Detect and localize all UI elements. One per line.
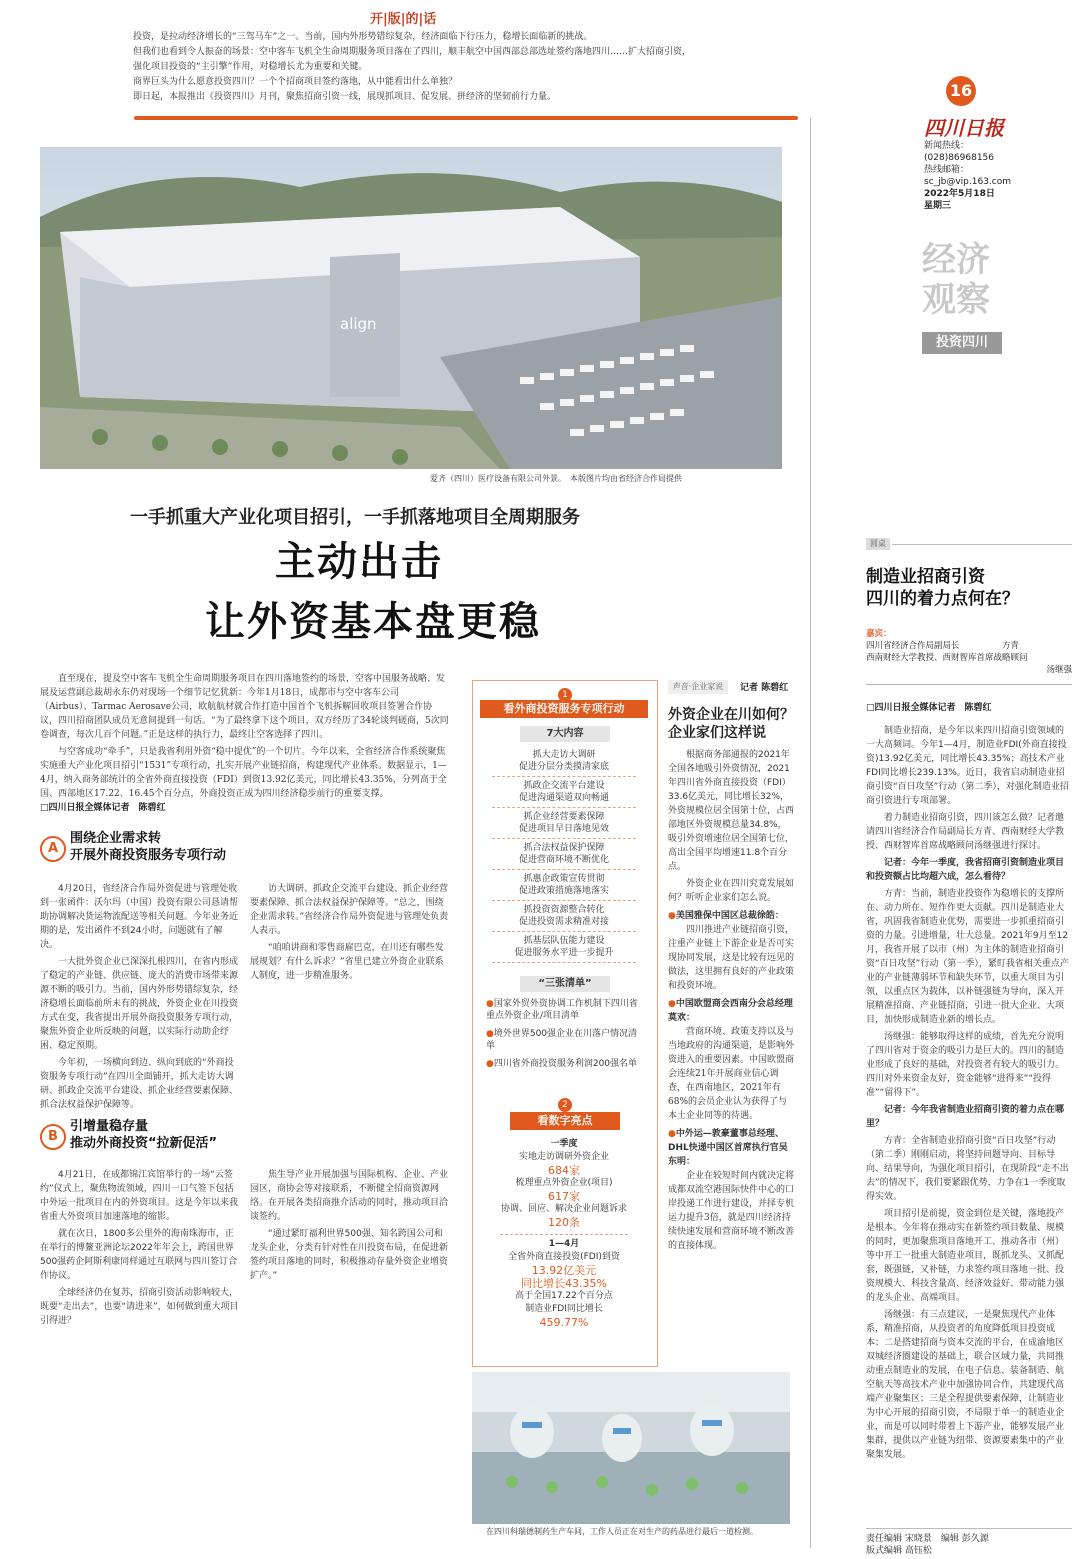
intro-line: 投资，是拉动经济增长的“三驾马车”之一。当前，国内外形势错综复杂，经济面临下行压力，稳增长面临新的挑战。 bbox=[133, 32, 593, 42]
voices-tag: 声音·企业家说 bbox=[668, 680, 728, 694]
stat-value: 120条 bbox=[548, 1216, 580, 1229]
roundtable-paragraph: 项目招引是前提，资金到位是关键，落地投产是根本。今年将在推动实在新签约项目数量、规模的同时，更加聚焦项目落地开工、推动各市（州）等中开工一批重大制造业项目，既抓龙头、又抓配套，既强链，又补链，力求签约项目落地一批、投资规模大、科技含量高、经济效益好、带动能力强的龙头企业、高端项目。 bbox=[866, 1209, 1065, 1303]
infobox-badge-1: 1 bbox=[558, 688, 572, 702]
editor-credits bbox=[866, 1533, 989, 1557]
section-a-paragraph: 4月20日，省经济合作局外资促进与管理处收到一张函件：沃尔玛（中国）投资有限公司恳请帮助协调解决货运物流配送等相关问题。今年业务近期的是，发出函件不到24小时，问题就有了解决。 bbox=[40, 884, 239, 950]
tag-rule bbox=[892, 544, 1072, 545]
bullet-icon: ● bbox=[668, 911, 676, 921]
speaker-title bbox=[668, 909, 794, 923]
factory-photo-illustration bbox=[40, 147, 782, 469]
bullet-icon: ● bbox=[486, 1059, 494, 1069]
list-item bbox=[486, 998, 646, 1022]
sub-headline: 一手抓重大产业化项目招引，一手抓落地项目全周期服务 bbox=[130, 507, 580, 528]
infobox-tag-1: 看外商投资服务专项行动 bbox=[480, 700, 648, 718]
period-label: 一季度 bbox=[550, 1139, 578, 1149]
stat-value: 同比增长43.35% bbox=[521, 1277, 607, 1290]
section-a-body bbox=[40, 882, 240, 1110]
stat-value: 617家 bbox=[548, 1190, 580, 1203]
hotline-label: 新闻热线： bbox=[924, 141, 970, 151]
action-item: 抓企业经营要素保障 促进项目早日落地见效 bbox=[492, 808, 636, 839]
list-items bbox=[486, 998, 646, 1070]
roundtable-paragraph: 制造业招商，是今年以来四川招商引资领域的一大高频词。今年1—4月，制造业FDI(外商直接投资)13.92亿美元，同比增长43.35%；高技术产业FDI同比增长239.13%。近日，我省启动制造业招商引资“百日攻坚”行动（第二季），对强化制造业招商引资进行专项部署。 bbox=[866, 726, 1069, 806]
lead-paragraphs bbox=[40, 672, 450, 804]
action-item: 抓基层队伍能力建设 促进服务水平进一步提升 bbox=[492, 932, 636, 963]
bullet-icon: ● bbox=[486, 1029, 494, 1039]
email-label: 热线邮箱： bbox=[924, 165, 970, 175]
column-name bbox=[922, 240, 990, 320]
voices-byline: 记者 陈碧红 bbox=[740, 683, 789, 693]
bullet-icon: ● bbox=[668, 1129, 676, 1139]
list-item-text: 境外世界500强企业在川落户情况清单 bbox=[486, 1029, 638, 1051]
lead-paragraph: 直至现在，提及空中客车飞机全生命周期服务项目在四川落地签约的场景，空客中国服务战略、发展及运营副总裁胡永东仍对现场一个细节记忆犹新：今年1月18日，成都市与空中客车公司（Airbus）、Tarmac Aerosave公司，欧航航材就合作打造中国首个飞机拆解回收项目签署合作协议，四川招商团队成员无意间提到一句话。“为了最终拿下这个项目，双方经历了34轮谈判磋商，5次同卷调查，每次几百个问题。”正是这样的执行力，最终让空客选择了四川。 bbox=[40, 674, 449, 740]
list-item-text: 国家外贸外资协调工作机制下四川省重点外资企业/项目清单 bbox=[486, 999, 638, 1021]
lab-photo-illustration bbox=[472, 1372, 790, 1524]
column-name-line: 观察 bbox=[922, 280, 990, 320]
intro-text bbox=[133, 30, 693, 105]
column-name-line: 经济 bbox=[922, 240, 990, 280]
email: sc_jb@vip.163.com bbox=[924, 177, 1012, 187]
section-a-title-line: 开展外商投资服务专项行动 bbox=[70, 848, 227, 863]
editor-credit: 责任编辑 宋晓景 编辑 彭久源 bbox=[866, 1534, 989, 1544]
lab-photo-caption: 在四川科瑞德制药生产车间，工作人员正在对生产的药品进行最后一道检测。 bbox=[486, 1527, 758, 1536]
action-item: 抓惠企政策宣传贯彻 促进政策措施落地落实 bbox=[492, 870, 636, 901]
intro-line: 但我们也看到令人振奋的场景：空中客车飞机全生命周期服务项目落在了四川，顺丰航空中国西部总部选址签约落地四川……扩大招商引资，强化项目投资的“主引擎”作用，对稳增长尤为重要和关键。 bbox=[133, 47, 692, 72]
guest-name: 汤继强 bbox=[1046, 665, 1072, 675]
issue-date: 2022年5月18日 bbox=[924, 189, 995, 199]
factory-photo bbox=[40, 147, 782, 469]
weekday: 星期三 bbox=[924, 201, 952, 211]
roundtable-title-line: 四川的着力点何在？ bbox=[866, 589, 1019, 609]
intro-line: 商界巨头为什么愿意投资四川？一个个招商项目签约落地，从中能看出什么单独？ bbox=[133, 77, 458, 87]
section-a-continued bbox=[250, 882, 450, 1092]
lab-photo bbox=[472, 1372, 790, 1524]
infobox-subtag-1: 7大内容 bbox=[520, 726, 610, 742]
section-b-title-line: 推动外商投资“拉新促活” bbox=[70, 1136, 218, 1151]
paper-info bbox=[924, 140, 1011, 212]
roundtable-paragraph: 方青：当前，制造业投资作为稳增长的支撑所在、动力所在、短作作更大贡献。四川是制造业大省，巩固我省制造业优势，需要进一步抓重招商引资的力量。引进增量，壮大总量。2021年9月至12月，我省开展了以市（州）为主体的制造业招商引资“百日攻坚”行动（第一季），紧盯我省相关重点产业的产业链薄弱环节和缺失环节，以重大项目为引领，以重点区为载体，以补链强链为导向，深入开展精准招商、产业链招商，引进一批大企业、大项目，加快形成制造业新的增长点。 bbox=[866, 889, 1069, 1025]
voices-paragraph: 营商环境、政策支持以及与当地政府的沟通渠道，是影响外资进入的重要因素。中国欧盟商会连续21年开展商业信心调查，在西南地区，2021年有68%的会员企业认为获得了与本土企业同等的待遇。 bbox=[668, 1027, 795, 1121]
section-title: 开|版|的|话 bbox=[370, 12, 437, 27]
editor-credit: 版式编辑 高钰松 bbox=[866, 1546, 932, 1556]
voices-title-line: 企业家们这样说 bbox=[668, 725, 766, 741]
byline: □四川日报全媒体记者 陈碧红 bbox=[40, 803, 166, 813]
list-item-text: 四川省外商投资服务利润200强名单 bbox=[493, 1059, 638, 1069]
roundtable-tag: 圆桌 bbox=[866, 538, 890, 550]
stat-label: 高于全国17.22个百分点 bbox=[515, 1291, 613, 1301]
list-item bbox=[486, 1028, 646, 1052]
voices-paragraph: 企业在较短时间内就决定将成都双流空港国际快件中心的口岸投递工作进行建设，并择专机运力提升3倍，就是四川经济持续快速发展和营商环境不断改善的直接体现。 bbox=[668, 1171, 795, 1251]
header-rule bbox=[134, 116, 798, 120]
speaker-title bbox=[668, 1127, 794, 1169]
section-b-continued bbox=[250, 1168, 450, 1528]
speaker-name: 中国欧盟商会西南分会总经理莫欢： bbox=[668, 999, 793, 1023]
action-list bbox=[492, 746, 636, 963]
section-a-paragraph: 今年初，一场横向到边、纵向到底的“外商投资服务专项行动”在四川全面铺开，抓大走访大调研、抓政企交流平台建设、抓企业经营要素保障、抓合法权益保护保障等。 bbox=[40, 1058, 239, 1110]
action-item: 抓大走访大调研 促进分层分类摸清家底 bbox=[492, 746, 636, 777]
voices-paragraph: 外资企业在四川究竟发展如何？听听企业家们怎么说。 bbox=[668, 879, 795, 903]
stat-value: 13.92亿美元 bbox=[531, 1264, 597, 1277]
stat-label: 实地走访调研外资企业 bbox=[518, 1152, 609, 1162]
period-label: 1—4月 bbox=[548, 1239, 580, 1249]
list-item bbox=[486, 1058, 646, 1070]
voices-paragraph: 根据商务部通报的2021年全国各地吸引外资情况，2021年四川省外商直接投资（FDI）33.6亿美元，同比增长32%，外资规模位居全国第十位，占西部地区外资规模总量34.8%，吸引外资增速位居全国第七位，高出全国平均增速11.8个百分点。 bbox=[668, 750, 795, 872]
infobox-badge-2: 2 bbox=[558, 1098, 572, 1112]
section-a-paragraph: 一大批外资企业已深深扎根四川，在省内形成了稳定的产业链、供应链、庞大的消费市场带来源源不断的吸引力。当前，国内外形势错综复杂，经济稳增长面临前所未有的挑战，外资企业在川投资方式在变，我省提出开展外商投资服务专项行动，聚焦外资企业所反映的问题，以实际行动助企纾困、稳定预期。 bbox=[40, 957, 239, 1051]
stat-label: 制造业FDI同比增长 bbox=[525, 1304, 603, 1314]
bullet-icon: ● bbox=[668, 999, 676, 1009]
action-item: 抓政企交流平台建设 促进沟通渠道双向畅通 bbox=[492, 777, 636, 808]
hotline: (028)86968156 bbox=[924, 153, 995, 163]
section-b-paragraph: 就在次日，1800多公里外的海南珠海市，正在举行的博鳌亚洲论坛2022年年会上，跨国世界500强药企阿斯利康同样通过互联网与四川签订合作协议。 bbox=[40, 1229, 238, 1281]
guests bbox=[866, 628, 1072, 676]
section-a-title bbox=[70, 830, 226, 864]
section-b-title bbox=[70, 1118, 217, 1152]
mid-paragraph: “通过紧盯福利世界500强、知名跨国公司和龙头企业，分类有针对性在川投资布局，在促进新签约项目落地的同时，积极推动存量外资企业增资扩产。” bbox=[250, 1229, 449, 1281]
section-a-title-line: 围绕企业需求转 bbox=[70, 831, 162, 846]
roundtable-paragraph: 汤继强：有三点建议，一是聚焦现代产业体系，精准招商，从投资者的角度降低项目投资成本；二是搭建招商与资本交流的平台，在成渝地区双城经济圈建设的基础上，联合区域力量，共同推动重点制造业的发展，在电子信息、装备制造、航空航天等高技术产业中加强协同合作，共建现代高端产业聚集区；三是全程提供要素保障，让制造业为中心开展的招商引资，不局限于单一的制造业企业，而是可以同时带着上下游产业，能够发展产业集群，提供以产业链为纽带、资源要素集中的产业聚集发展。 bbox=[866, 1310, 1065, 1460]
voices-title-line: 外资企业在川如何？ bbox=[668, 707, 794, 723]
voices-body bbox=[668, 748, 794, 1360]
section-b-paragraph: 4月21日，在成都锦江宾馆举行的一场“云签约”仪式上，聚焦物流领域，四川一口气签下包括中外运一批项目在内的外资项目。这是今年以来我省重大外资项目加速落地的缩影。 bbox=[40, 1170, 239, 1222]
mid-paragraph: “咱咱讲商和零售商雇巴克，在川还有哪些发展规划？有什么诉求？”省里已建立外资企业联系人制度，进一步精准服务。 bbox=[250, 943, 444, 981]
page-number: 16 bbox=[946, 76, 976, 106]
intro-line: 即日起，本报推出《投资四川》月刊，聚焦招商引资一线，展现抓项目、促发展、拼经济的坚韧前行力量。 bbox=[133, 92, 557, 102]
stat-value: 459.77% bbox=[539, 1316, 589, 1329]
roundtable-byline: □四川日报全媒体记者 陈碧红 bbox=[866, 703, 992, 713]
roundtable-paragraph: 汤继强：能够取得这样的成绩，首先充分说明了四川省对于资金的吸引力是巨大的。四川的制造业形成了良好的基础，对投资者有较大的吸引力。四川对外来资金友好，资金能够“进得来”“投得准”“留得下”。 bbox=[866, 1032, 1065, 1098]
roundtable-title-line: 制造业招商引资 bbox=[866, 567, 985, 587]
action-item: 抓合法权益保护保障 促进营商环境不断优化 bbox=[492, 839, 636, 870]
photo-caption: 爱齐（四川）医疗设备有限公司外景。 本版图片均由省经济合作局提供 bbox=[430, 474, 682, 483]
voices-title bbox=[668, 706, 794, 742]
guest: 四川省经济合作局副局长 方青 bbox=[866, 641, 1020, 651]
column-subtitle: 投资四川 bbox=[922, 332, 1002, 354]
section-b-paragraph: 全球经济仍在复苏，招商引资活动影响较大，既要“走出去”，也要“请进来”，如何做到重大项目引得进？ bbox=[40, 1288, 239, 1326]
lead-paragraph: 与空客成功“牵手”，只是我省利用外资“稳中提优”的一个切片。今年以来，全省经济合作系统聚焦实施重大产业化项目招引“1531”专项行动，扎实开展产业链招商，构建现代产业体系。数据显示，1—4月，纳入商务部统计的全省外商直接投资（FDI）到资13.92亿美元，同比增长43.35%，分列高于全国、西部地区17.22、16.45个百分点，外商投资正成为四川经济稳步前行的重要支撑。 bbox=[40, 747, 447, 799]
guests-label: 嘉宾： bbox=[866, 629, 892, 639]
speaker-name: 中外运—敦豪董事总经理、DHL快递中国区首席执行官吴东明： bbox=[668, 1129, 788, 1167]
roundtable-paragraph: 着力制造业招商引资，四川该怎么做？记者邀请四川省经济合作局副局长方青、西南财经大学教授、西财智库首席战略顾问汤继强进行探讨。 bbox=[866, 813, 1065, 851]
section-b-title-line: 引增量稳存量 bbox=[70, 1119, 149, 1134]
main-headline-line1: 主动出击 bbox=[275, 539, 443, 585]
mid-paragraph: 访大调研、抓政企交流平台建设、抓企业经营要素保障、抓合法权益保护保障等。“总之，围绕企业需求转。”省经济合作局外资促进与管理处负责人表示。 bbox=[250, 884, 449, 936]
infobox-subtag-2: “三张清单” bbox=[520, 976, 610, 992]
mid-paragraph: 焦生导产业开展加强与国际机构、企业、产业园区，商协会等对接联系，不断健全招商资源网络。在开展各类招商推介活动的同时，推动项目洽谈签约。 bbox=[250, 1170, 449, 1222]
action-item: 抓投资资源整合转化 促进投资需求精准对接 bbox=[492, 901, 636, 932]
section-b-badge: B bbox=[40, 1124, 66, 1150]
stat-label: 梳理重点外资企业(项目) bbox=[515, 1178, 613, 1188]
guest: 西南财经大学教授、西财智库首席战略顾问 bbox=[866, 653, 1028, 663]
section-b-body bbox=[40, 1168, 240, 1528]
bullet-icon: ● bbox=[486, 999, 494, 1009]
voices-paragraph: 四川推进产业链招商引资，注重产业链上下游企业是否可实现协同发展，这是比较有远见的做法，这里拥有良好的产业政策和投资环境。 bbox=[668, 925, 795, 991]
stat-label: 协调、回应、解决企业问题诉求 bbox=[500, 1204, 627, 1214]
building-sign: align bbox=[340, 315, 377, 333]
stat-value: 684家 bbox=[548, 1164, 580, 1177]
roundtable-title bbox=[866, 566, 1019, 610]
main-headline-line2: 让外资基本盘更稳 bbox=[205, 599, 541, 645]
section-a-badge: A bbox=[40, 836, 66, 862]
speaker-name: 美国雅保中国区总裁徐皓： bbox=[675, 911, 784, 921]
infobox-tag-2: 看数字亮点 bbox=[510, 1112, 620, 1130]
column-divider bbox=[810, 118, 811, 1548]
speaker-title bbox=[668, 997, 794, 1025]
roundtable-paragraph: 方青：全省制造业招商引资“百日攻坚”行动（第二季）刚刚启动，将坚持问题导向、目标导向、结果导向，为强化项目招引，在现阶段“走不出去”的情况下，我们要紧跟优势，力争在1一季度取得实效。 bbox=[866, 1136, 1069, 1202]
roundtable-body bbox=[866, 724, 1072, 1524]
roundtable-question: 记者：今年我省制造业招商引资的着力点在哪里？ bbox=[866, 1105, 1065, 1129]
paper-logo: 四川日报 bbox=[924, 116, 1004, 140]
footer-rule bbox=[866, 1528, 1072, 1529]
number-highlights bbox=[480, 1138, 648, 1329]
guest-rule bbox=[866, 684, 1072, 685]
stat-label: 全省外商直接投资(FDI)到资 bbox=[508, 1252, 620, 1262]
roundtable-question: 记者：今年一季度，我省招商引资制造业项目和投资额占比均超六成，怎么看待？ bbox=[866, 858, 1065, 882]
